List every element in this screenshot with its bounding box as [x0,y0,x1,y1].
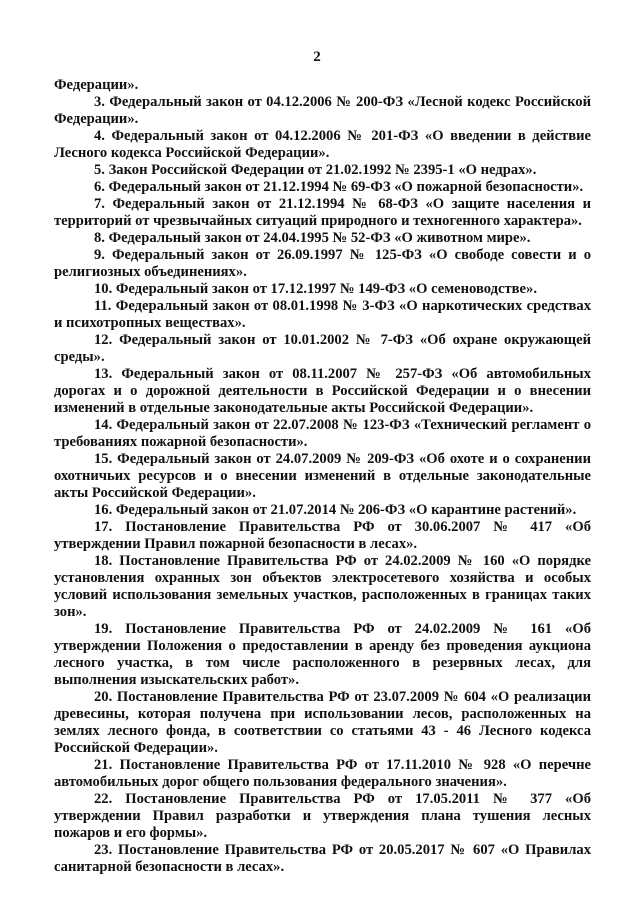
list-item: 9. Федеральный закон от 26.09.1997 № 125-ФЗ «О свободе совести и о религиозных объединениях». [54,247,591,280]
list-item: 4. Федеральный закон от 04.12.2006 № 201-ФЗ «О введении в действие Лесного кодекса Российской Федерации». [54,128,591,161]
list-item: 23. Постановление Правительства РФ от 20.05.2017 № 607 «О Правилах санитарной безопасности в лесах». [54,842,591,875]
list-item: 6. Федеральный закон от 21.12.1994 № 69-ФЗ «О пожарной безопасности». [94,179,584,195]
list-item: 3. Федеральный закон от 04.12.2006 № 200-ФЗ «Лесной кодекс Российской Федерации». [54,94,591,127]
list-item: 17. Постановление Правительства РФ от 30.06.2007 № 417 «Об утверждении Правил пожарной безопасности в лесах». [54,519,591,552]
document-body [54,77,591,876]
list-item: 20. Постановление Правительства РФ от 23.07.2009 № 604 «О реализации древесины, которая получена при использовании лесов, расположенных на землях лесного фонда, в соответствии со статьями 43 - 46 Лесного кодекса Российской Федерации». [54,689,591,756]
list-item: 18. Постановление Правительства РФ от 24.02.2009 № 160 «О порядке установления охранных зон объектов электросетевого хозяйства и особых условий использования земельных участков, расположенных в границах таких зон». [54,553,591,620]
list-item: 10. Федеральный закон от 17.12.1997 № 149-ФЗ «О семеноводстве». [94,281,537,297]
list-item: 5. Закон Российской Федерации от 21.02.1992 № 2395-1 «О недрах». [94,162,537,178]
list-item: 21. Постановление Правительства РФ от 17.11.2010 № 928 «О перечне автомобильных дорог общего пользования федерального значения». [54,757,591,790]
list-item: 13. Федеральный закон от 08.11.2007 № 257-ФЗ «Об автомобильных дорогах и о дорожной деятельности в Российской Федерации и о внесении изменений в отдельные законодательные акты Российской Федерации». [54,366,591,416]
page-number: 2 [313,49,321,65]
list-item: 11. Федеральный закон от 08.01.1998 № 3-ФЗ «О наркотических средствах и психотропных веществах». [54,298,591,331]
list-item: 15. Федеральный закон от 24.07.2009 № 209-ФЗ «Об охоте и о сохранении охотничьих ресурсов и о внесении изменений в отдельные законодательные акты Российской Федерации». [54,451,591,501]
list-item: 19. Постановление Правительства РФ от 24.02.2009 № 161 «Об утверждении Положения о предоставлении в аренду без проведения аукциона лесного участка, в том числе расположенного в резервных лесах, для выполнения изыскательских работ». [54,621,591,688]
list-item: 14. Федеральный закон от 22.07.2008 № 123-ФЗ «Технический регламент о требованиях пожарной безопасности». [54,417,591,450]
list-item: 16. Федеральный закон от 21.07.2014 № 206-ФЗ «О карантине растений». [94,502,577,518]
list-item: 12. Федеральный закон от 10.01.2002 № 7-ФЗ «Об охране окружающей среды». [54,332,591,365]
list-item: 8. Федеральный закон от 24.04.1995 № 52-ФЗ «О животном мире». [94,230,531,246]
list-item: 22. Постановление Правительства РФ от 17.05.2011 № 377 «Об утверждении Правил разработки и утверждения плана тушения лесных пожаров и его формы». [54,791,591,841]
list-item: 7. Федеральный закон от 21.12.1994 № 68-ФЗ «О защите населения и территорий от чрезвычайных ситуаций природного и техногенного характера». [54,196,591,229]
list-item: Федерации». [54,77,139,93]
